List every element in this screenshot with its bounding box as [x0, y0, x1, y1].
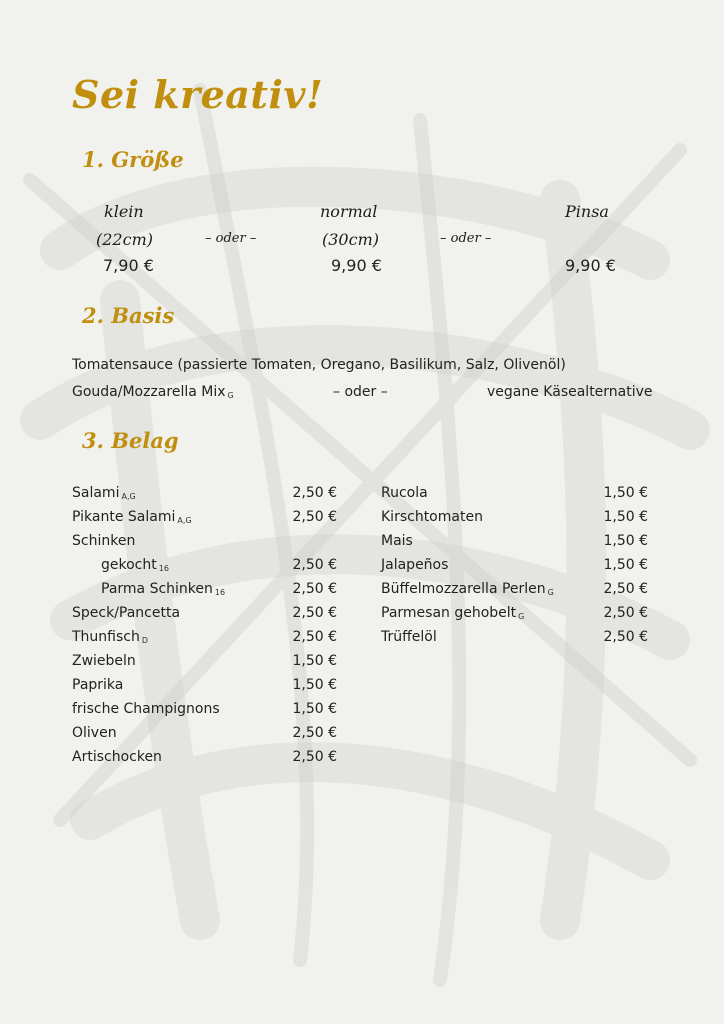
- topping-name: [381, 625, 437, 649]
- basis-sauce: Tomatensauce (passierte Tomaten, Oregano, Basilikum, Salz, Olivenöl): [72, 357, 566, 373]
- toppings-right-column: [381, 481, 648, 649]
- topping-price: 1,50 €: [603, 533, 648, 549]
- topping-row-artischocken: [72, 745, 337, 769]
- topping-name: [381, 553, 448, 577]
- topping-label: Jalapeños: [381, 557, 449, 573]
- basis-cheese: [72, 384, 234, 400]
- topping-price: 1,50 €: [292, 677, 337, 693]
- topping-allergen: G: [547, 588, 554, 597]
- topping-row-zwiebeln: [72, 649, 337, 673]
- topping-price: 2,50 €: [292, 629, 337, 645]
- heading-belag: 3. Belag: [82, 428, 179, 453]
- topping-allergen: 16: [214, 588, 226, 597]
- topping-allergen: D: [141, 636, 149, 645]
- size-klein-label: klein: [104, 202, 144, 221]
- topping-name: [72, 529, 135, 553]
- topping-name: [72, 673, 123, 697]
- size-klein-detail: (22cm): [96, 230, 153, 249]
- topping-label: Oliven: [72, 725, 117, 741]
- topping-price: 2,50 €: [292, 605, 337, 621]
- topping-allergen: A,G: [121, 492, 136, 501]
- topping-price: 2,50 €: [603, 581, 648, 597]
- topping-label: Salami: [72, 485, 120, 501]
- topping-row-parma-schinken: [72, 577, 337, 601]
- topping-price: 2,50 €: [292, 485, 337, 501]
- size-oder-2: – oder –: [440, 231, 492, 246]
- page-title: Sei kreativ!: [72, 72, 324, 117]
- topping-label: Trüffelöl: [381, 629, 437, 645]
- heading-basis: 2. Basis: [82, 303, 175, 328]
- topping-allergen: 16: [158, 564, 169, 573]
- topping-row-thunfisch: [72, 625, 337, 649]
- topping-name: [72, 721, 117, 745]
- topping-label: Pikante Salami: [72, 509, 176, 525]
- topping-allergen: A,G: [177, 516, 192, 525]
- basis-oder: – oder –: [333, 384, 388, 400]
- size-pinsa-label: Pinsa: [565, 202, 609, 221]
- size-oder-1: – oder –: [205, 231, 257, 246]
- topping-name: [381, 529, 413, 553]
- topping-row-oliven: [72, 721, 337, 745]
- topping-label: Zwiebeln: [72, 653, 136, 669]
- topping-row-frische-champignons: [72, 697, 337, 721]
- size-pinsa-price: 9,90 €: [565, 256, 616, 275]
- topping-name: [72, 601, 180, 625]
- topping-price: 1,50 €: [292, 653, 337, 669]
- size-normal-price: 9,90 €: [331, 256, 382, 275]
- topping-price: 1,50 €: [603, 485, 648, 501]
- topping-label: Mais: [381, 533, 413, 549]
- topping-price: 1,50 €: [603, 557, 648, 573]
- topping-price: 1,50 €: [292, 701, 337, 717]
- topping-row-rucola: [381, 481, 648, 505]
- topping-label: Parma Schinken: [101, 581, 213, 597]
- topping-label: Rucola: [381, 485, 428, 501]
- topping-row-pikante-salami: [72, 505, 337, 529]
- topping-row-gekocht: [72, 553, 337, 577]
- topping-row-trüffelöl: [381, 625, 648, 649]
- topping-price: 2,50 €: [603, 605, 648, 621]
- topping-name: [381, 481, 428, 505]
- topping-price: 2,50 €: [603, 629, 648, 645]
- topping-allergen: G: [518, 612, 525, 621]
- topping-label: Paprika: [72, 677, 124, 693]
- topping-label: Büffelmozzarella Perlen: [381, 581, 546, 597]
- topping-label: Schinken: [72, 533, 136, 549]
- size-normal-detail: (30cm): [322, 230, 379, 249]
- basis-cheese-allergen: G: [227, 391, 234, 400]
- topping-price: 2,50 €: [292, 509, 337, 525]
- topping-row-schinken: [72, 529, 337, 553]
- topping-price: 2,50 €: [292, 557, 337, 573]
- topping-label: gekocht: [101, 557, 157, 573]
- topping-row-parmesan-gehobelt: [381, 601, 648, 625]
- topping-label: Speck/Pancetta: [72, 605, 181, 621]
- topping-row-salami: [72, 481, 337, 505]
- topping-name: [381, 505, 483, 529]
- size-klein-price: 7,90 €: [103, 256, 154, 275]
- topping-row-jalape-os: [381, 553, 648, 577]
- topping-name: [72, 649, 136, 673]
- topping-row-büffelmozzarella-perlen: [381, 577, 648, 601]
- basis-cheese-label: Gouda/Mozzarella Mix: [72, 384, 226, 400]
- topping-label: frische Champignons: [72, 701, 220, 717]
- topping-price: 2,50 €: [292, 749, 337, 765]
- heading-size: 1. Größe: [82, 147, 184, 172]
- topping-row-paprika: [72, 673, 337, 697]
- size-normal-label: normal: [320, 202, 378, 221]
- topping-name: [72, 697, 220, 721]
- topping-price: 1,50 €: [603, 509, 648, 525]
- topping-row-mais: [381, 529, 648, 553]
- topping-row-kirschtomaten: [381, 505, 648, 529]
- topping-label: Parmesan gehobelt: [381, 605, 517, 621]
- topping-price: 2,50 €: [292, 581, 337, 597]
- topping-label: Kirschtomaten: [381, 509, 483, 525]
- topping-label: Artischocken: [72, 749, 162, 765]
- basis-vegan: vegane Käsealternative: [487, 384, 653, 400]
- topping-label: Thunfisch: [72, 629, 140, 645]
- topping-price: 2,50 €: [292, 725, 337, 741]
- topping-name: [72, 745, 162, 769]
- toppings-left-column: [72, 481, 337, 769]
- topping-row-speck-pancetta: [72, 601, 337, 625]
